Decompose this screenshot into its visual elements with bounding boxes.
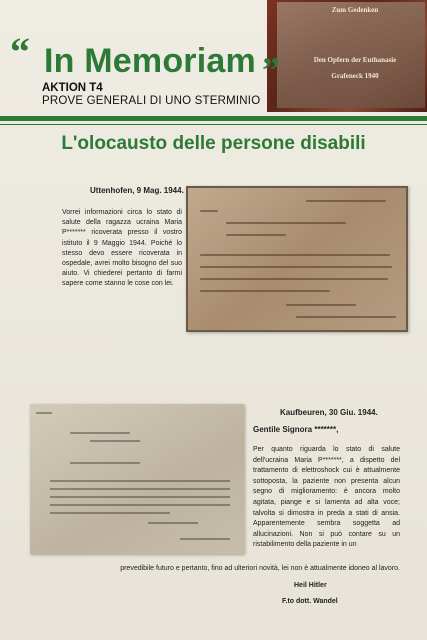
header-divider — [0, 116, 427, 121]
typed-line — [90, 440, 140, 442]
plaque-text-line: Den Opfern der Euthanasie — [313, 56, 397, 64]
handwriting-line — [296, 316, 396, 318]
close-quote-mark: ” — [262, 50, 280, 90]
handwriting-line — [200, 254, 390, 256]
letter2-typed-document — [30, 404, 244, 554]
signature-mark — [180, 538, 230, 540]
handwriting-line — [306, 200, 386, 202]
memorial-plaque-photo — [267, 0, 427, 112]
poster-title: In Memoriam — [44, 42, 256, 80]
typed-line — [50, 480, 230, 482]
open-quote-mark: “ — [10, 29, 30, 74]
letter1-handwritten-document — [186, 186, 408, 332]
typed-line — [70, 462, 140, 464]
typed-line — [50, 504, 230, 506]
handwriting-line — [226, 234, 286, 236]
poster-subtitle: PROVE GENERALI DI UNO STERMINIO — [42, 95, 261, 107]
handwriting-line — [200, 266, 392, 268]
letter2-body: Per quanto riguarda lo stato di salute dell'ucraina Maria P*******, a dispetto del trattamento di elettroshock cui è attualmente sottoposta, la paziente non presenta alcun segno di miglioramento: è ancora molto agitata, piange e si lamenta ad alta voce; talvolta si dimostra in preda a stati di ansia. Apparentemente sembra soggetta ad allucinazioni. Non si può contare su un ristabilimento della paziente in un — [253, 446, 400, 549]
handwriting-line — [200, 210, 218, 212]
handwriting-line — [200, 290, 330, 292]
letter2-salutation: Gentile Signora *******, — [253, 425, 339, 434]
typed-line — [70, 432, 130, 434]
plaque-text-line: Zum Gedenken — [331, 6, 379, 14]
section-title: L'olocausto delle persone disabili — [61, 133, 366, 154]
typed-line — [50, 496, 230, 498]
letter2-date: Kaufbeuren, 30 Giu. 1944. — [280, 408, 378, 417]
handwriting-line — [226, 222, 346, 224]
typed-line — [148, 522, 198, 524]
poster-subtitle-aktion: AKTION T4 — [42, 82, 103, 94]
handwriting-line — [200, 278, 388, 280]
plaque-text-line: Grafeneck 1940 — [331, 72, 379, 80]
typed-line — [50, 512, 170, 514]
letter2-signer: F.to dott. Wandel — [282, 598, 338, 605]
letter1-body: Vorrei informazioni circa lo stato di salute della ragazza ucraina Maria P******* ricoverata presso il vostro istituto il 9 Maggio 1944. Poiché lo stesso devo essere ricoverata in ospedale, avrei molto bisogno del suo aiuto. Vi chiederei pertanto di farmi sapere come stanno le cose con lei. — [62, 209, 182, 288]
handwriting-line — [286, 304, 356, 306]
header-divider-thin — [0, 124, 427, 125]
letter1-date: Uttenhofen, 9 Mag. 1944. — [90, 186, 184, 195]
typed-line — [50, 488, 230, 490]
letter2-body-tail: prevedibile futuro e pertanto, fino ad ulteriori novità, lei non è attualmente idoneo al lavoro. — [120, 565, 400, 572]
letter2-closing: Heil Hitler — [294, 582, 327, 589]
plaque-stone — [277, 2, 425, 108]
typed-line — [36, 412, 52, 414]
